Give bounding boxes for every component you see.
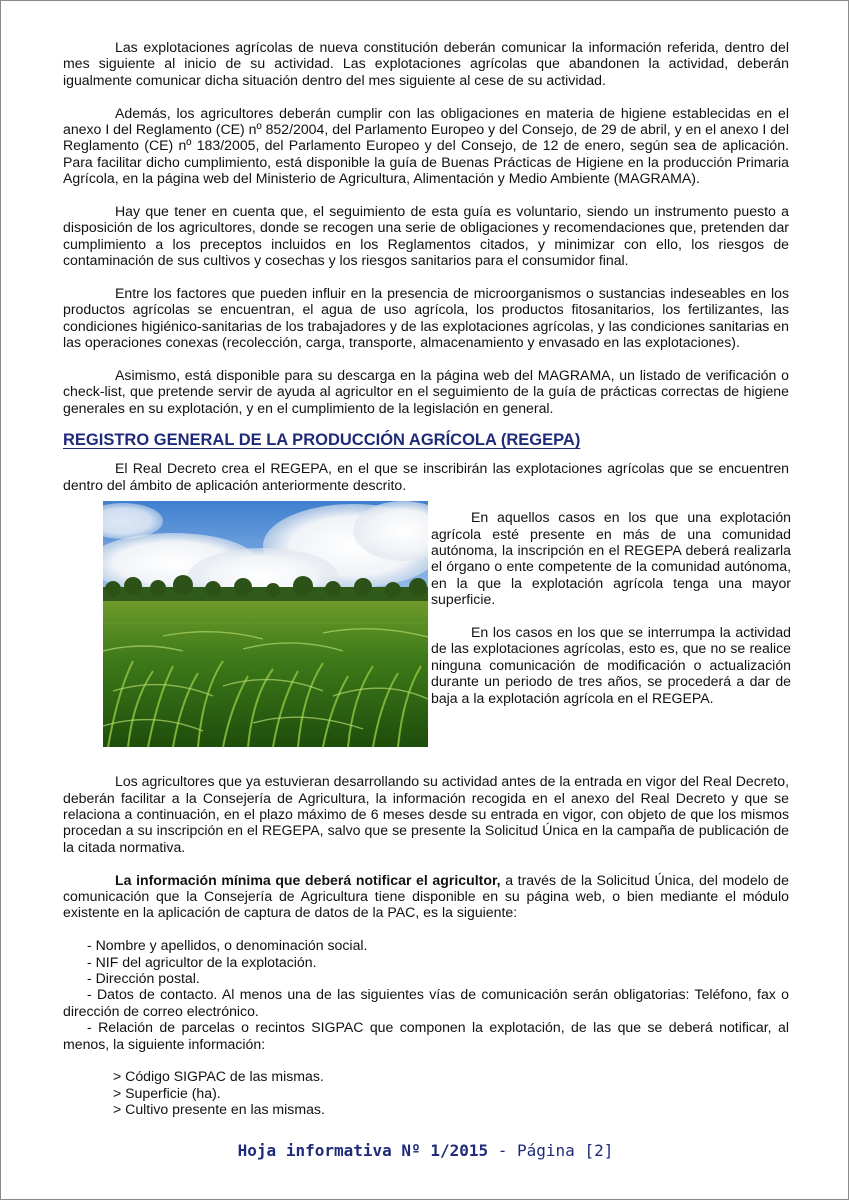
paragraph-deregistration: En los casos en los que se interrumpa la actividad de las explotaciones agrícolas, esto es, que no se realice ninguna comunicación de modificación o actualización durante un periodo de tres años, se procederá a dar de baja a la explotación agrícola en el REGEPA. — [431, 623, 791, 706]
side-text-column — [431, 509, 791, 722]
footer-page-number: - Página [2] — [488, 1141, 614, 1160]
parcel-info-sublist — [63, 1068, 789, 1117]
paragraph-guide-voluntary: Hay que tener en cuenta que, el seguimiento de esta guía es voluntario, siendo un instrumento puesto a disposición de los agricultores, donde se recogen una serie de obligaciones y recomendaciones que, pretenden dar cumplimiento a los preceptos incluidos en los Reglamentos citados, y minimizar con ello, los riesgos de contaminación de sus cultivos y cosechas y los riesgos sanitarios para el consumidor final. — [63, 203, 789, 269]
list-item: - NIF del agricultor de la explotación. — [87, 953, 317, 970]
figure-row — [63, 501, 789, 769]
list-item: - Nombre y apellidos, o denominación social. — [87, 937, 368, 954]
footer-title: Hoja informativa Nº 1/2015 — [237, 1141, 489, 1160]
paragraph-new-farms: Las explotaciones agrícolas de nueva constitución deberán comunicar la información referida, dentro del mes siguiente al inicio de su actividad. Las explotaciones agrícolas que abandonen la actividad, deberán igualmente comunicar dicha situación dentro del mes siguiente al cese de su actividad. — [63, 39, 789, 88]
paragraph-existing-farmers: Los agricultores que ya estuvieran desarrollando su actividad antes de la entrada en vigor del Real Decreto, deberán facilitar a la Consejería de Agricultura, la información recogida en el anexo del Real Decreto y que se relaciona a continuación, en el plazo máximo de 6 meses desde su entrada en vigor, con objeto de que los mismos procedan a su inscripción en el REGEPA, salvo que se presente la Solicitud Única en la campaña de publicación de la citada normativa. — [63, 773, 789, 855]
paragraph-multi-region: En aquellos casos en los que una explotación agrícola esté presente en más de una comunidad autónoma, la inscripción en el REGEPA deberá realizarla el órgano o ente competente de la comunidad autónoma, en la que la explotación agrícola tenga una mayor superficie. — [431, 509, 791, 608]
paragraph-hygiene-obligations: Además, los agricultores deberán cumplir con las obligaciones en materia de higiene establecidas en el anexo I del Reglamento (CE) nº 852/2004, del Parlamento Europeo y del Consejo, de 29 de abril, y en el anexo I del Reglamento (CE) nº 183/2005, del Parlamento Europeo y del Consejo, de 12 de enero, según sea de aplicación. Para facilitar dicho cumplimiento, está disponible la guía de Buenas Prácticas de Higiene en la producción Primaria Agrícola, en la página web del Ministerio de Agricultura, Alimentación y Medio Ambiente (MAGRAMA). — [63, 104, 789, 187]
sub-list-item: > Superficie (ha). — [113, 1084, 221, 1101]
minimum-info-bold: La información mínima que deberá notificar el agricultor, — [115, 871, 501, 888]
paragraph-minimum-info — [63, 872, 789, 921]
paragraph-regepa-intro: El Real Decreto crea el REGEPA, en el que se inscribirán las explotaciones agrícolas que se encuentren dentro del ámbito de aplicación anteriormente descrito. — [63, 460, 789, 493]
required-info-list — [63, 937, 789, 1052]
list-item: - Datos de contacto. Al menos una de las siguientes vías de comunicación serán obligatorias: Teléfono, fax o dirección de correo electrónico. — [63, 986, 789, 1019]
minimum-info-rest: a través de la Solicitud Única, del modelo de comunicación que la Consejería de Agricultura tiene disponible en su página web, o bien mediante el módulo existente en la aplicación de captura de datos de la PAC, es la siguiente: — [63, 871, 789, 921]
sub-list-item: > Código SIGPAC de las mismas. — [113, 1068, 324, 1085]
sub-list-item: > Cultivo presente en las mismas. — [113, 1101, 325, 1118]
page-content — [63, 39, 789, 1118]
paragraph-checklist: Asimismo, está disponible para su descarga en la página web del MAGRAMA, un listado de verificación o check-list, que pretende servir de ayuda al agricultor en el seguimiento de la guía de prácticas correctas de higiene generales en su explotación, y en el cumplimiento de la legislación en general. — [63, 367, 789, 416]
list-item: - Dirección postal. — [87, 969, 200, 986]
cornfield-photo — [103, 501, 428, 747]
section-heading: REGISTRO GENERAL DE LA PRODUCCIÓN AGRÍCOLA (REGEPA) — [63, 431, 581, 450]
paragraph-risk-factors: Entre los factores que pueden influir en la presencia de microorganismos o sustancias indeseables en los productos agrícolas se encuentran, el agua de uso agrícola, los productos fitosanitarios, los fertilizantes, las condiciones higiénico-sanitarias de los trabajadores y de las explotaciones agrícolas, y las condiciones sanitarias en las operaciones conexas (recolección, carga, transporte, almacenamiento y envasado en las explotaciones). — [63, 285, 789, 351]
list-item: - Relación de parcelas o recintos SIGPAC que componen la explotación, de las que se deberá notificar, al menos, la siguiente información: — [63, 1019, 789, 1052]
page-footer — [1, 1141, 849, 1160]
